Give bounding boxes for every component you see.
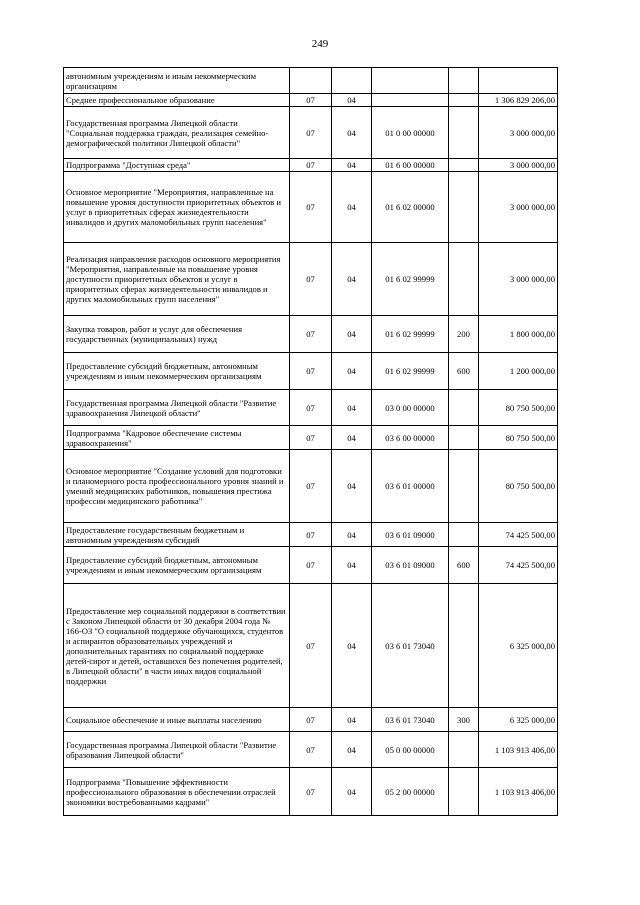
- row-name: Государственная программа Липецкой области "Развитие образования Липецкой области": [64, 732, 290, 768]
- table-row: [64, 243, 558, 316]
- table-row: [64, 523, 558, 547]
- row-name: Подпрограмма "Кадровое обеспечение системы здравоохранения": [64, 426, 290, 450]
- row-target-article: 01 6 02 00000: [372, 172, 449, 243]
- row-target-article: 01 6 00 00000: [372, 159, 449, 172]
- row-section-code: 07: [290, 390, 332, 426]
- row-target-article: 05 2 00 00000: [372, 768, 449, 816]
- budget-table: [63, 67, 558, 816]
- row-name: Государственная программа Липецкой области "Развитие здравоохранения Липецкой области": [64, 390, 290, 426]
- row-section-code: 07: [290, 732, 332, 768]
- row-target-article: 03 6 00 00000: [372, 426, 449, 450]
- row-section-code: 07: [290, 584, 332, 708]
- row-subsection-code: 04: [332, 243, 372, 316]
- row-amount: 1 306 829 206,00: [479, 94, 558, 107]
- row-subsection-code: 04: [332, 584, 372, 708]
- row-name: Среднее профессиональное образование: [64, 94, 290, 107]
- row-subsection-code: 04: [332, 107, 372, 159]
- row-expense-type: [449, 390, 479, 426]
- row-name: Закупка товаров, работ и услуг для обеспечения государственных (муниципальных) нужд: [64, 316, 290, 353]
- row-subsection-code: 04: [332, 732, 372, 768]
- row-expense-type: [449, 172, 479, 243]
- row-section-code: 07: [290, 107, 332, 159]
- row-target-article: 03 6 01 09000: [372, 523, 449, 547]
- row-section-code: 07: [290, 159, 332, 172]
- row-target-article: [372, 94, 449, 107]
- row-expense-type: [449, 159, 479, 172]
- table-row: [64, 768, 558, 816]
- row-subsection-code: 04: [332, 94, 372, 107]
- table-row: [64, 708, 558, 732]
- table-row: [64, 107, 558, 159]
- table-row: [64, 390, 558, 426]
- row-section-code: 07: [290, 172, 332, 243]
- row-amount: 80 750 500,00: [479, 426, 558, 450]
- table-row: [64, 172, 558, 243]
- row-name: Подпрограмма "Повышение эффективности профессионального образования в обеспечении отраслей экономики востребованными кадрами": [64, 768, 290, 816]
- row-subsection-code: 04: [332, 353, 372, 390]
- row-amount: 3 000 000,00: [479, 243, 558, 316]
- row-subsection-code: [332, 68, 372, 94]
- page-number: 249: [311, 38, 329, 50]
- row-section-code: [290, 68, 332, 94]
- row-expense-type: 300: [449, 708, 479, 732]
- row-expense-type: [449, 94, 479, 107]
- row-section-code: 07: [290, 316, 332, 353]
- row-expense-type: 600: [449, 547, 479, 584]
- row-expense-type: [449, 107, 479, 159]
- row-amount: 80 750 500,00: [479, 450, 558, 523]
- row-section-code: 07: [290, 450, 332, 523]
- table-row: [64, 68, 558, 94]
- row-amount: 3 000 000,00: [479, 159, 558, 172]
- row-expense-type: [449, 68, 479, 94]
- row-amount: 1 200 000,00: [479, 353, 558, 390]
- row-amount: 1 103 913 406,00: [479, 732, 558, 768]
- table-row: [64, 547, 558, 584]
- row-subsection-code: 04: [332, 426, 372, 450]
- row-subsection-code: 04: [332, 708, 372, 732]
- table-row: [64, 426, 558, 450]
- row-section-code: 07: [290, 353, 332, 390]
- row-amount: 74 425 500,00: [479, 547, 558, 584]
- row-subsection-code: 04: [332, 172, 372, 243]
- row-name: Государственная программа Липецкой области "Социальная поддержка граждан, реализация семейно-демографической политики Липецкой области": [64, 107, 290, 159]
- row-section-code: 07: [290, 94, 332, 107]
- row-expense-type: [449, 243, 479, 316]
- table-row: [64, 584, 558, 708]
- row-subsection-code: 04: [332, 450, 372, 523]
- row-target-article: 01 6 02 99999: [372, 316, 449, 353]
- row-name: Подпрограмма "Доступная среда": [64, 159, 290, 172]
- row-section-code: 07: [290, 547, 332, 584]
- row-section-code: 07: [290, 426, 332, 450]
- row-target-article: 03 6 01 00000: [372, 450, 449, 523]
- row-amount: [479, 68, 558, 94]
- row-subsection-code: 04: [332, 316, 372, 353]
- row-amount: 6 325 000,00: [479, 708, 558, 732]
- table-row: [64, 316, 558, 353]
- row-name: Предоставление мер социальной поддержки в соответствии с Законом Липецкой области от 30 декабря 2004 года № 166-ОЗ "О социальной поддержке обучающихся, студентов и аспирантов образовательных учреждений и дополнительных гарантиях по социальной поддержке детей-сирот и детей, оставшихся без попечения родителей, в Липецкой области" в части иных видов социальной поддержки: [64, 584, 290, 708]
- row-target-article: 01 6 02 99999: [372, 353, 449, 390]
- row-subsection-code: 04: [332, 523, 372, 547]
- budget-table-body: [64, 68, 558, 816]
- table-row: [64, 159, 558, 172]
- row-subsection-code: 04: [332, 547, 372, 584]
- row-name: Основное мероприятие "Создание условий для подготовки и планомерного роста профессионального уровня знаний и умений медицинских работников, повышения престижа профессии медицинского работника": [64, 450, 290, 523]
- row-expense-type: [449, 768, 479, 816]
- row-name: автономным учреждениям и иным некоммерческим организациям: [64, 68, 290, 94]
- row-amount: 80 750 500,00: [479, 390, 558, 426]
- row-target-article: 01 6 02 99999: [372, 243, 449, 316]
- row-target-article: 01 0 00 00000: [372, 107, 449, 159]
- row-name: Предоставление субсидий бюджетным, автономным учреждениям и иным некоммерческим организациям: [64, 547, 290, 584]
- row-section-code: 07: [290, 708, 332, 732]
- row-name: Социальное обеспечение и иные выплаты населению: [64, 708, 290, 732]
- row-target-article: 03 0 00 00000: [372, 390, 449, 426]
- row-amount: 3 000 000,00: [479, 172, 558, 243]
- row-expense-type: [449, 450, 479, 523]
- table-row: [64, 450, 558, 523]
- table-row: [64, 94, 558, 107]
- row-subsection-code: 04: [332, 159, 372, 172]
- row-name: Реализация направления расходов основного мероприятия "Мероприятия, направленные на повышение уровня доступности приоритетных объектов и услуг в приоритетных сферах жизнедеятельности инвалидов и других маломобильных групп населения": [64, 243, 290, 316]
- table-row: [64, 732, 558, 768]
- row-target-article: [372, 68, 449, 94]
- row-amount: 3 000 000,00: [479, 107, 558, 159]
- row-expense-type: 200: [449, 316, 479, 353]
- row-amount: 74 425 500,00: [479, 523, 558, 547]
- row-target-article: 03 6 01 09000: [372, 547, 449, 584]
- row-section-code: 07: [290, 243, 332, 316]
- row-target-article: 05 0 00 00000: [372, 732, 449, 768]
- row-subsection-code: 04: [332, 390, 372, 426]
- row-target-article: 03 6 01 73040: [372, 584, 449, 708]
- row-section-code: 07: [290, 768, 332, 816]
- row-subsection-code: 04: [332, 768, 372, 816]
- row-target-article: 03 6 01 73040: [372, 708, 449, 732]
- row-amount: 1 103 913 406,00: [479, 768, 558, 816]
- row-name: Предоставление субсидий бюджетным, автономным учреждениям и иным некоммерческим организациям: [64, 353, 290, 390]
- row-section-code: 07: [290, 523, 332, 547]
- row-expense-type: [449, 732, 479, 768]
- row-name: Основное мероприятие "Мероприятия, направленные на повышение уровня доступности приоритетных объектов и услуг в приоритетных сферах жизнедеятельности инвалидов и других маломобильных групп населения": [64, 172, 290, 243]
- row-amount: 6 325 000,00: [479, 584, 558, 708]
- row-expense-type: [449, 523, 479, 547]
- row-expense-type: [449, 426, 479, 450]
- row-expense-type: [449, 584, 479, 708]
- table-row: [64, 353, 558, 390]
- row-expense-type: 600: [449, 353, 479, 390]
- row-amount: 1 800 000,00: [479, 316, 558, 353]
- row-name: Предоставление государственным бюджетным и автономным учреждениям субсидий: [64, 523, 290, 547]
